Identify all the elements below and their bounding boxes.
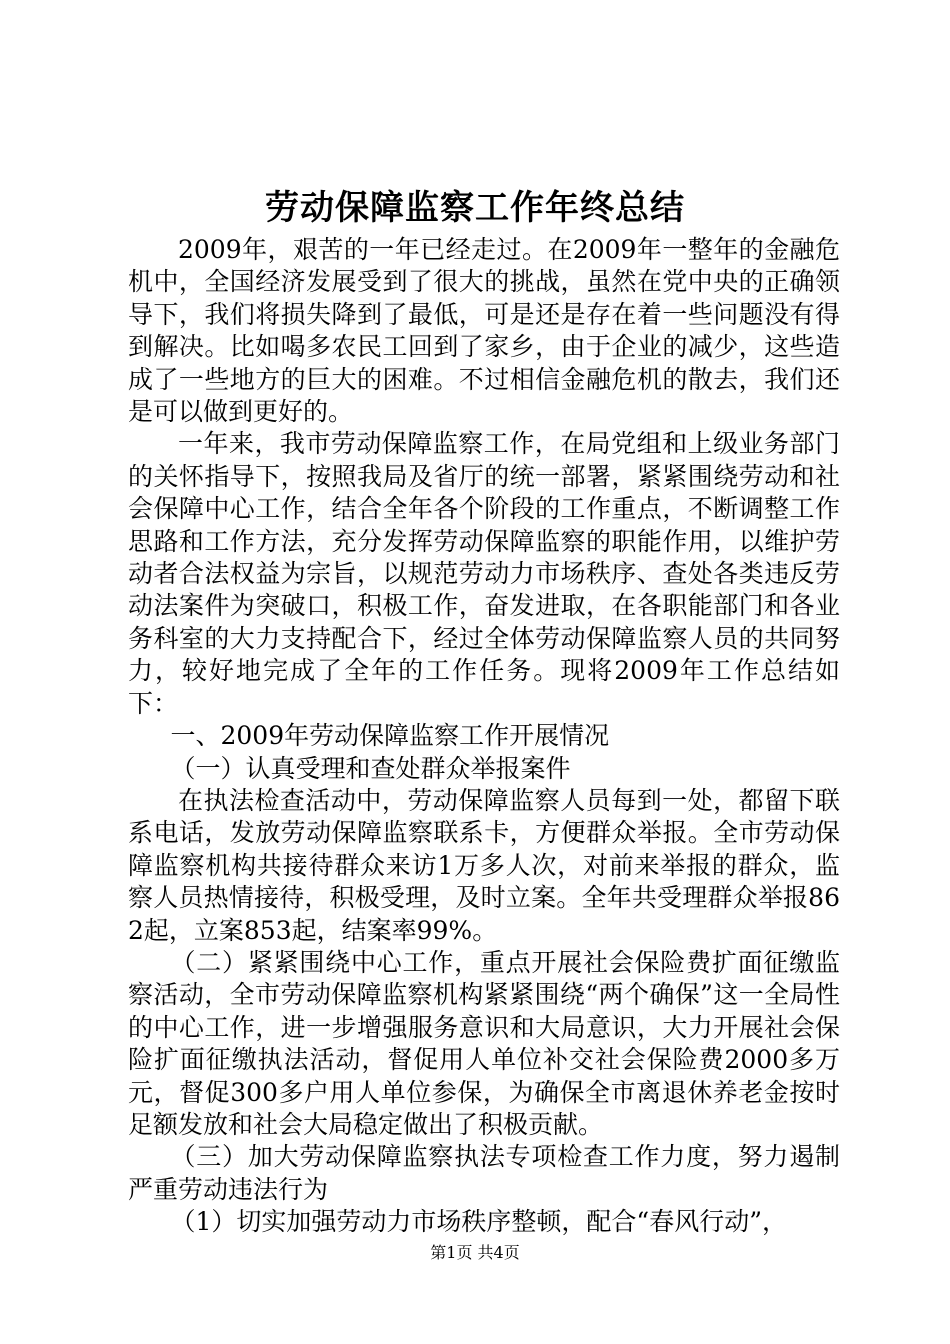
paragraph-overview: 一年来，我市劳动保障监察工作，在局党组和上级业务部门的关怀指导下，按照我局及省厅的统一部署，紧紧围绕劳动和社会保障中心工作，结合全年各个阶段的工作重点，不断调整工作思路和工作方法，充分发挥劳动保障监察的职能作用，以维护劳动者合法权益为宗旨，以规范劳动力市场秩序、查处各类违反劳动法案件为突破口，积极工作，奋发进取，在各职能部门和各业务科室的大力支持配合下，经过全体劳动保障监察人员的共同努力，较好地完成了全年的工作任务。现将2009年工作总结如下： (128, 429, 840, 718)
section-heading-1: 一、2009年劳动保障监察工作开展情况 (170, 721, 610, 751)
paragraph-social-insurance: （二）紧紧围绕中心工作，重点开展社会保险费扩面征缴监察活动，全市劳动保障监察机构紧紧围绕“两个确保”这一全局性的中心工作，进一步增强服务意识和大局意识，大力开展社会保险扩面征缴执法活动，督促用人单位补交社会保险费2000多万元，督促300多户用人单位参保，为确保全市离退休养老金按时足额发放和社会大局稳定做出了积极贡献。 (128, 947, 840, 1139)
paragraph-complaints: 在执法检查活动中，劳动保障监察人员每到一处，都留下联系电话，发放劳动保障监察联系卡，方便群众举报。全市劳动保障监察机构共接待群众来访1万多人次，对前来举报的群众，监察人员热情接待，积极受理，及时立案。全年共受理群众举报862起，立案853起，结案率99%。 (128, 785, 840, 945)
document-title: 劳动保障监察工作年终总结 (265, 188, 685, 228)
subsection-heading-1: （一）认真受理和查处群众举报案件 (170, 753, 571, 783)
paragraph-market-order: （1）切实加强劳动力市场秩序整顿，配合“春风行动”， (170, 1207, 787, 1237)
subsection-heading-3: （三）加大劳动保障监察执法专项检查工作力度，努力遏制严重劳动违法行为 (128, 1142, 840, 1204)
page-number: 第1页 共4页 (430, 1243, 520, 1262)
document-body (128, 234, 840, 1239)
paragraph-intro: 2009年，艰苦的一年已经走过。在2009年一整年的金融危机中，全国经济发展受到了很大的挑战，虽然在党中央的正确领导下，我们将损失降到了最低，可是还是存在着一些问题没有得到解决。比如喝多农民工回到了家乡，由于企业的减少，这些造成了一些地方的巨大的困难。不过相信金融危机的散去，我们还是可以做到更好的。 (128, 235, 840, 427)
